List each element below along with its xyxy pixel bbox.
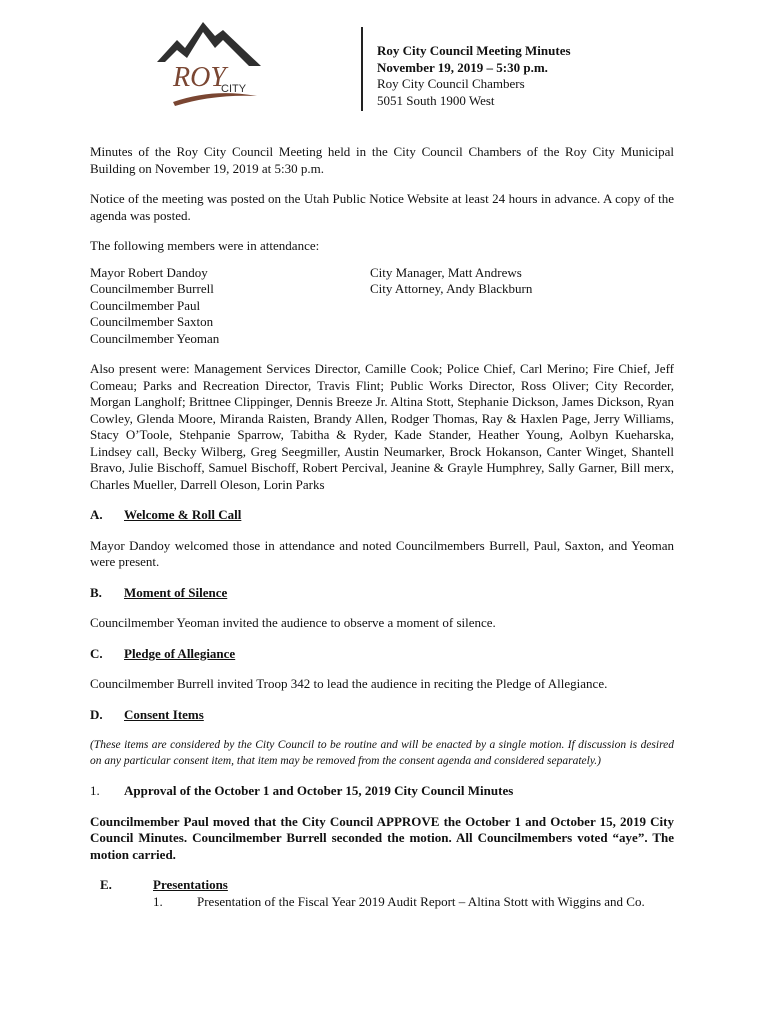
header-divider (361, 27, 363, 111)
section-a-heading (90, 507, 674, 524)
section-letter: B. (90, 584, 102, 600)
member-item: Councilmember Yeoman (90, 330, 220, 346)
meeting-address: 5051 South 1900 West (377, 92, 495, 108)
meeting-date: November 19, 2019 – 5:30 p.m. (377, 59, 548, 75)
minutes-body (90, 144, 674, 910)
section-title: Consent Items (124, 706, 204, 722)
section-title: Presentations (153, 877, 228, 892)
section-letter: A. (90, 507, 103, 522)
section-a-text: Mayor Dandoy welcomed those in attendance and noted Councilmembers Burrell, Paul, Saxton, and Yeoman were present. (90, 537, 674, 569)
member-item: Councilmember Saxton (90, 314, 214, 329)
meeting-location: Roy City Council Chambers (377, 76, 525, 91)
section-d-heading (90, 707, 674, 724)
section-letter: E. (100, 877, 112, 892)
member-item: Mayor Robert Dandoy (90, 264, 208, 280)
staff-column (370, 265, 674, 348)
section-title: Moment of Silence (124, 584, 228, 600)
consent-motion: Councilmember Paul moved that the City Council APPROVE the October 1 and October 15, 2019 City Council Minutes. Councilmember Burrell seconded the motion. All Councilmembers voted “aye”. The motion carried. (90, 813, 674, 862)
section-b-heading (90, 585, 674, 602)
section-c-text: Councilmember Burrell invited Troop 342 to lead the audience in reciting the Pledge of Allegiance. (90, 676, 608, 691)
presentation-text: Presentation of the Fiscal Year 2019 Audit Report – Altina Stott with Wiggins and Co. (197, 893, 645, 909)
section-letter: D. (90, 706, 103, 722)
logo-word: ROY (173, 62, 226, 93)
attendance-list (90, 265, 674, 348)
member-item: Councilmember Burrell (90, 281, 214, 296)
staff-item: City Manager, Matt Andrews (370, 264, 522, 280)
section-title: Pledge of Allegiance (124, 645, 236, 661)
also-present-paragraph: Also present were: Management Services Director, Camille Cook; Police Chief, Carl Merino; Fire Chief, Jeff Comeau; Parks and Recreation Director, Travis Flint; Public Works Director, Ross Oliver; City Recorder, Morgan Langholf; Brittnee Clippinger, Dennis Breeze Jr. Altina Stott, Stephanie Dickson, James Dickson, Ryan Cowley, Glenda Moore, Miranda Raisten, Brandy Allen, Rodger Thomas, Ray & Haxlen Page, Jerry Williams, Stacy O’Toole, Stehpanie Sparrow, Tabitha & Ryder, Kade Stander, Heather Young, Aolbyn Kueharska, Lindsey call, Becky Wilberg, Greg Seegmiller, Austin Neumarker, Brock Hokanson, Canter Winget, Shantell Bravo, Julie Bischoff, Samuel Bischoff, Robert Percival, Jeanine & Grayle Humphrey, Sally Garner, Bill merx, Charles Mueller, Darrell Oleson, Lorin Parks (90, 361, 674, 492)
roy-city-logo (153, 16, 265, 112)
logo-swoosh (173, 93, 257, 106)
section-letter: C. (90, 645, 103, 661)
notice-paragraph: Notice of the meeting was posted on the Utah Public Notice Website at least 24 hours in advance. A copy of the agenda was posted. (90, 191, 674, 223)
members-column (90, 265, 370, 348)
item-number: 1. (90, 783, 100, 798)
section-e-heading (90, 877, 674, 910)
meeting-title: Roy City Council Meeting Minutes (377, 43, 571, 58)
staff-item: City Attorney, Andy Blackburn (370, 281, 533, 296)
consent-item-heading (90, 783, 674, 800)
logo-subword: CITY (221, 83, 247, 95)
section-c-heading (90, 646, 674, 663)
document-header (377, 43, 571, 109)
item-number: 1. (153, 893, 163, 909)
section-title: Welcome & Roll Call (124, 507, 242, 522)
attendance-intro: The following members were in attendance: (90, 238, 320, 253)
item-title: Approval of the October 1 and October 15, 2019 City Council Minutes (124, 783, 514, 798)
presentation-item (153, 894, 645, 911)
member-item: Councilmember Paul (90, 297, 201, 313)
mountain-shape (157, 22, 261, 66)
intro-paragraph: Minutes of the Roy City Council Meeting held in the City Council Chambers of the Roy City Municipal Building on November 19, 2019 at 5:30 p.m. (90, 144, 674, 176)
section-b-text: Councilmember Yeoman invited the audience to observe a moment of silence. (90, 615, 496, 630)
consent-note: (These items are considered by the City Council to be routine and will be enacted by a single motion. If discussion is desired on any particular consent item, that item may be removed from the consent agenda and considered separately.) (90, 739, 674, 767)
